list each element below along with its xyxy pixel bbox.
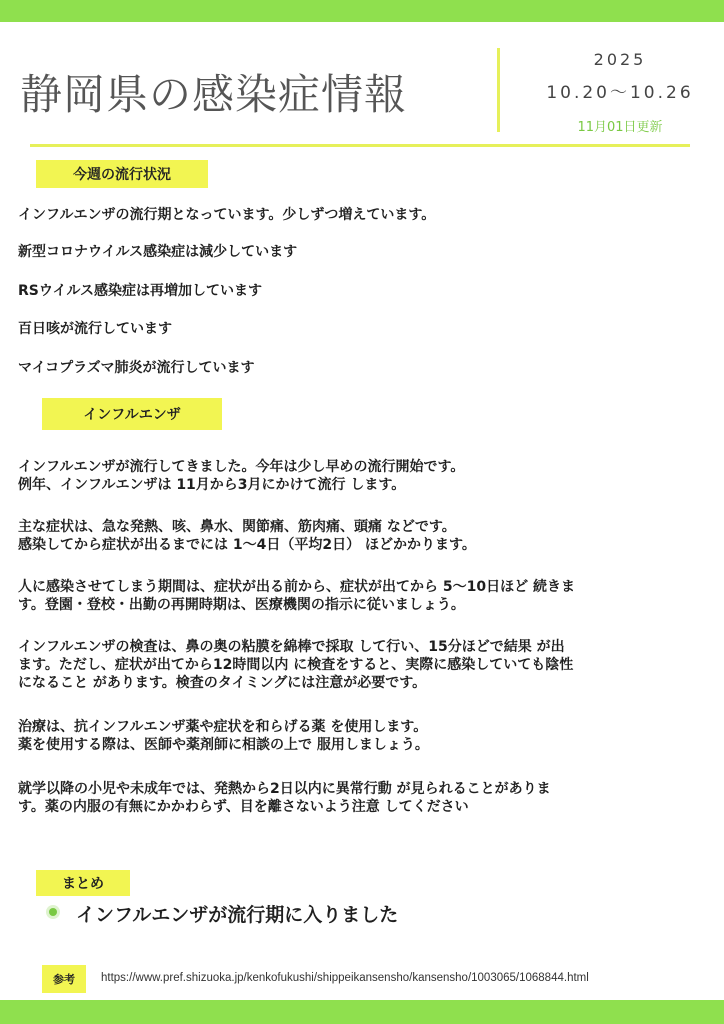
influenza-paragraph	[18, 718, 708, 754]
paragraph-line: 治療は、抗インフルエンザ薬や症状を和らげる薬 を使用します。	[18, 719, 428, 735]
influenza-paragraph	[18, 638, 708, 692]
section-label-trend: 今週の流行状況	[36, 160, 208, 188]
influenza-paragraph	[18, 780, 708, 816]
paragraph-line: インフルエンザが流行してきました。今年は少し早めの流行開始です。	[18, 459, 465, 475]
trend-item: RSウイルス感染症は再増加しています	[18, 283, 263, 299]
paragraph-line: す。登園・登校・出勤の再開時期は、医療機関の指示に従いましょう。	[18, 597, 465, 613]
bullet-dot-icon	[49, 908, 57, 916]
header-divider-horizontal	[30, 144, 690, 147]
influenza-paragraph	[18, 578, 708, 614]
summary-item: インフルエンザが流行期に入りました	[76, 904, 399, 926]
header-divider-vertical	[497, 48, 500, 132]
report-period: 10.20～10.26	[546, 83, 694, 103]
paragraph-line: になること があります。検査のタイミングには注意が必要です。	[18, 675, 427, 691]
influenza-paragraph	[18, 458, 708, 494]
paragraph-line: す。薬の内服の有無にかかわらず、目を離さないよう注意 してください	[18, 799, 469, 815]
reference-label: 参考	[42, 965, 86, 993]
top-decorative-bar	[0, 0, 724, 22]
trend-item: インフルエンザの流行期となっています。少しずつ増えています。	[18, 207, 436, 223]
page-title: 静岡県の感染症情報	[20, 70, 408, 119]
report-year: 2025	[593, 50, 647, 69]
section-label-summary: まとめ	[36, 870, 130, 896]
paragraph-line: 感染してから症状が出るまでには 1～4日（平均2日） ほどかかります。	[18, 537, 476, 553]
influenza-paragraph	[18, 518, 708, 554]
bottom-decorative-bar	[0, 1000, 724, 1024]
paragraph-line: 例年、インフルエンザは 11月から3月にかけて流行 します。	[18, 477, 406, 493]
paragraph-line: 薬を使用する際は、医師や薬剤師に相談の上で 服用しましょう。	[18, 737, 429, 753]
reference-link[interactable]: https://www.pref.shizuoka.jp/kenkofukushi/shippeikansensho/kansensho/1003065/1068844.html	[101, 972, 589, 984]
paragraph-line: ます。ただし、症状が出てから12時間以内 に検査をすると、実際に感染していても陰性	[18, 657, 574, 673]
paragraph-line: インフルエンザの検査は、鼻の奥の粘膜を綿棒で採取 して行い、15分ほどで結果 が出	[18, 639, 565, 655]
paragraph-line: 主な症状は、急な発熱、咳、鼻水、関節痛、筋肉痛、頭痛 などです。	[18, 519, 456, 535]
trend-item: マイコプラズマ肺炎が流行しています	[18, 360, 255, 376]
section-label-influenza: インフルエンザ	[42, 398, 222, 430]
trend-item: 新型コロナウイルス感染症は減少しています	[18, 244, 298, 260]
paragraph-line: 就学以降の小児や未成年では、発熱から2日以内に異常行動 が見られることがありま	[18, 781, 551, 797]
updated-date: 11月01日更新	[577, 120, 663, 135]
trend-item: 百日咳が流行しています	[18, 321, 172, 337]
paragraph-line: 人に感染させてしまう期間は、症状が出る前から、症状が出てから 5～10日ほど 続きま	[18, 579, 575, 595]
